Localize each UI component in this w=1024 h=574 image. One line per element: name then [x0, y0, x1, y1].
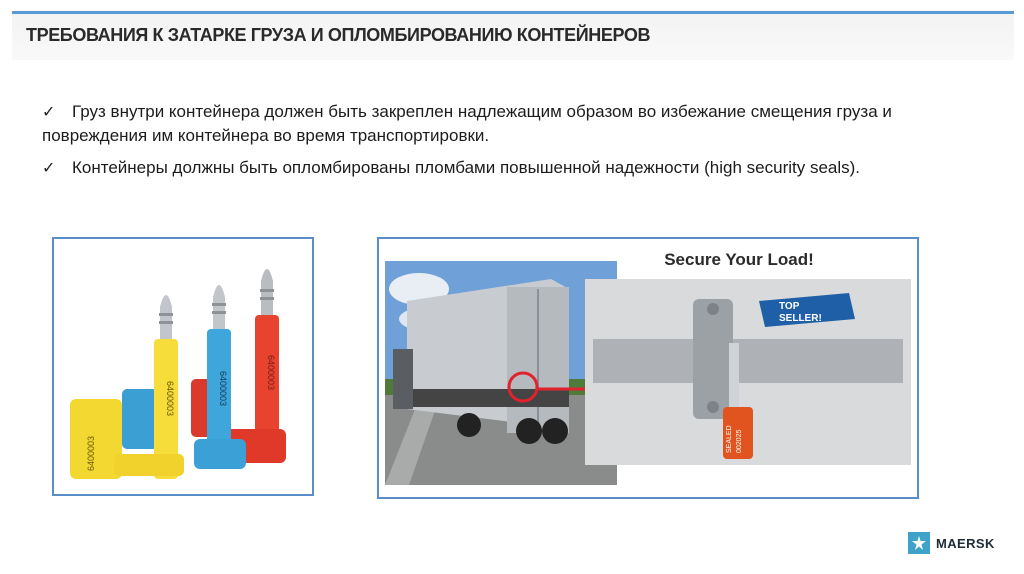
check-icon: ✓ [42, 102, 56, 121]
bullet-text: Контейнеры должны быть опломбированы пломбами повышенной надежности (high security seals). [72, 158, 861, 177]
seal-number: 6400003 [86, 435, 96, 471]
truck-seal-image [377, 237, 919, 499]
check-icon: ✓ [42, 158, 56, 177]
bullet-list [42, 100, 992, 188]
bullet-text: Груз внутри контейнера должен быть закреплен надлежащим образом во избежание смещения груза и повреждения им контейнера во время транспортировки. [42, 102, 892, 145]
bullet-item [42, 156, 992, 180]
truck-heading: Secure Your Load! [664, 250, 814, 269]
seals-image [52, 237, 314, 496]
bolt-seals-illustration [54, 239, 312, 494]
seal-label: SEALED [726, 425, 733, 453]
seal-number: 6400003 [218, 371, 228, 407]
truck-seal-illustration [379, 239, 917, 497]
slide-title: ТРЕБОВАНИЯ К ЗАТАРКЕ ГРУЗА И ОПЛОМБИРОВАНИЮ КОНТЕЙНЕРОВ [26, 25, 651, 45]
bullet-item [42, 100, 992, 148]
star-icon [908, 532, 930, 554]
seal-number: 6400003 [266, 355, 276, 391]
maersk-logo [908, 532, 995, 554]
logo-text: MAERSK [936, 535, 995, 551]
seal-label: 002025 [736, 429, 743, 453]
badge-text: SELLER! [779, 313, 822, 324]
seal-number: 6400003 [165, 381, 175, 417]
badge-text: TOP [779, 301, 800, 312]
